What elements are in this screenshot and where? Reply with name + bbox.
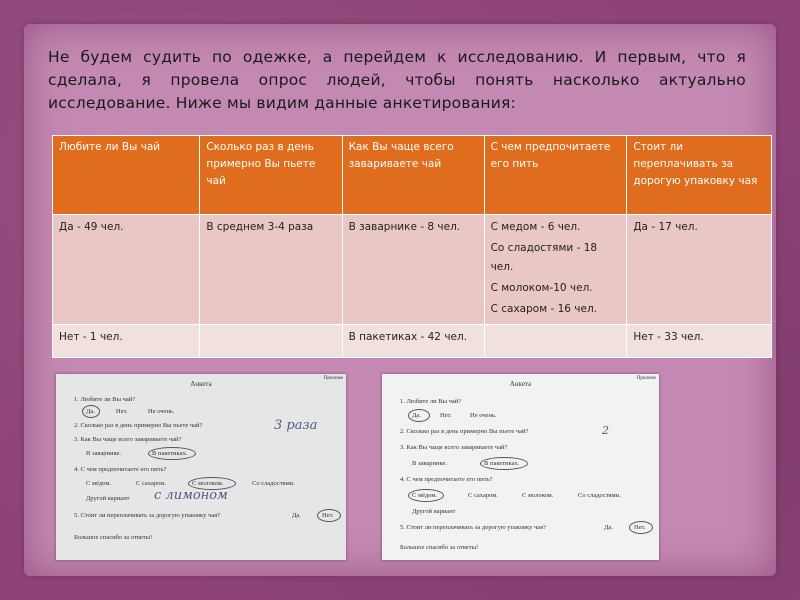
header-overpay-packaging: Стоит ли переплачивать за дорогую упаковку чая [627,136,772,215]
question-2: 2. Сколько раз в день примерно Вы пьете чай? [400,428,529,435]
question-2: 2. Сколько раз в день примерно Вы пьете чай? [74,422,203,429]
answer-bags: В пакетиках. [152,450,188,457]
other-option: Другой вариант [412,508,456,515]
question-5: 5. Стоит ли переплачивать за дорогую упаковку чая? [74,512,221,519]
answer-bags: В пакетиках. [484,460,520,467]
drink-with-sweets: Со сладостями - 18 чел. [490,242,598,273]
question-5: 5. Стоит ли переплачивать за дорогую упаковку чая? [400,524,547,531]
answer-sugar: С сахаром. [468,492,498,499]
header-love-tea: Любите ли Вы чай [53,136,200,215]
answer-circle [317,509,341,522]
answer-sugar: С сахаром. [136,480,166,487]
cell-no: Нет - 1 чел. [53,325,200,358]
answer-milk: С молоком. [522,492,554,499]
answer-yes: Да. [604,524,613,531]
questionnaire-photo-left [56,374,346,560]
questionnaire-title: Анкета [190,380,212,388]
handwritten-answer: 2 [602,424,609,437]
answer-circle [480,457,528,470]
question-4: 4. С чем предпочитаете его пить? [400,476,493,483]
drink-with-honey: С медом - 6 чел. [490,221,581,233]
thanks-text: Большое спасибо за ответы! [400,544,479,551]
cell-overpay-no: Нет - 33 чел. [627,325,772,358]
cell-average-times: В среднем 3-4 раза [200,215,342,325]
intro-paragraph: Не будем судить по одежке, а перейдем к исследованию. И первым, что я сделала, я провела опрос людей, чтобы понять насколько актуально исследование. Ниже мы видим данные анкетирования: [48,48,746,112]
drink-with-sugar: С сахаром - 16 чел. [490,303,598,315]
answer-no: Нет. [322,512,334,519]
answer-no: Нет. [440,412,452,419]
answer-no: Нет. [634,524,646,531]
answer-honey: С мёдом. [412,492,438,499]
thanks-text: Большое спасибо за ответы! [74,534,153,541]
cell-teapot: В заварнике - 8 чел. [342,215,484,325]
cell-empty [484,325,627,358]
header-drink-with: С чем предпочитаете его пить [484,136,627,215]
answer-circle [148,447,196,460]
answer-circle [629,521,653,534]
answer-yes: Да. [292,512,301,519]
answer-yes: Да. [86,408,95,415]
answer-circle [408,489,444,502]
handwritten-answer: 3 раза [274,418,318,433]
photo-corner-label: Приложе [636,376,656,381]
answer-teapot: В заварнике. [412,460,447,467]
answer-yes: Да. [412,412,421,419]
cell-drink-with [484,215,627,325]
cell-overpay-yes: Да - 17 чел. [627,215,772,325]
answer-honey: С мёдом. [86,480,112,487]
table-row [53,325,772,358]
cell-yes: Да - 49 чел. [53,215,200,325]
table-header-row [53,136,772,215]
table-row [53,215,772,325]
answer-not-really: Не очень. [470,412,497,419]
answer-teapot: В заварнике. [86,450,121,457]
answer-circle [408,409,430,422]
answer-circle [82,405,100,418]
question-3: 3. Как Вы чаще всего завариваете чай? [400,444,508,451]
questionnaire-title: Анкета [509,380,532,388]
question-1: 1. Любите ли Вы чай? [74,396,136,403]
header-brew-method: Как Вы чаще всего завариваете чай [342,136,484,215]
survey-table [52,135,772,358]
answer-not-really: Не очень. [148,408,175,415]
other-option: Другой вариант [86,495,130,502]
cell-bags: В пакетиках - 42 чел. [342,325,484,358]
header-times-per-day: Сколько раз в день примерно Вы пьете чай [200,136,342,215]
answer-sweets: Со сладостями. [578,492,621,499]
questionnaire-photo-right [382,374,659,560]
answer-no: Нет. [116,408,128,415]
drink-with-milk: С молоком-10 чел. [490,282,593,294]
handwritten-answer: с лимоном [154,488,228,503]
question-4: 4. С чем предпочитаете его пить? [74,466,167,473]
cell-empty [200,325,342,358]
answer-milk: С молоком. [192,480,224,487]
question-3: 3. Как Вы чаще всего завариваете чай? [74,436,182,443]
question-1: 1. Любите ли Вы чай? [400,398,462,405]
answer-sweets: Со сладостями. [252,480,295,487]
photo-corner-label: Приложе [323,376,343,381]
